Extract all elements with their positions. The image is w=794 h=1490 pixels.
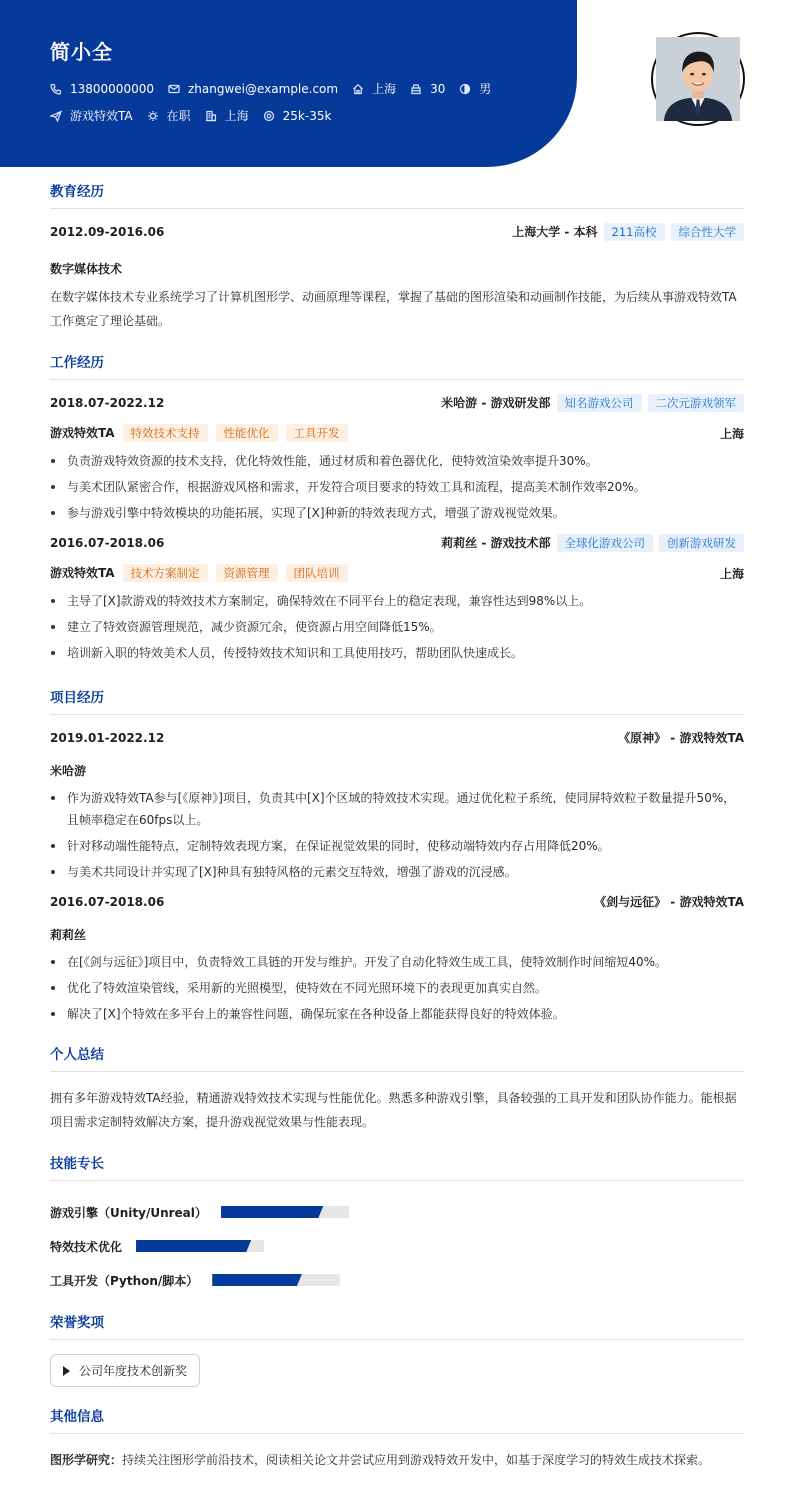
- skill-name: 工具开发（Python/脚本）: [50, 1273, 199, 1288]
- list-item: 针对移动端性能特点，定制特效表现方案，在保证视觉效果的同时，使移动端特效内存占用降低20%。: [50, 835, 744, 857]
- skills-section: [50, 1152, 744, 1297]
- email-info: [168, 82, 338, 96]
- city-info: [352, 80, 396, 97]
- skill-bar: [136, 1240, 264, 1252]
- role-tag: 团队培训: [286, 564, 348, 582]
- work-role: 游戏特效TA: [50, 566, 115, 580]
- phone-icon: [50, 83, 62, 95]
- project-bullets: [50, 951, 744, 1025]
- home-icon: [352, 83, 364, 95]
- cake-icon: [410, 83, 422, 95]
- company-tag: 创新游戏研发: [659, 534, 744, 552]
- section-title-projects: 项目经历: [50, 686, 744, 715]
- send-icon: [50, 110, 62, 122]
- contact-row: [50, 80, 505, 97]
- work-company: 米哈游 - 游戏研发部: [441, 396, 551, 410]
- expected-city-text: 上海: [224, 109, 249, 123]
- summary-text: 拥有多年游戏特效TA经验，精通游戏特效技术实现与性能优化。熟悉多种游戏引擎，具备较强的工具开发和团队协作能力。能根据项目需求定制特效解决方案，提升游戏视觉效果与性能表现。: [50, 1091, 737, 1129]
- phone-info: [50, 82, 154, 96]
- work-company: 莉莉丝 - 游戏技术部: [441, 536, 551, 550]
- age-info: [410, 82, 445, 96]
- gender-icon: [459, 83, 471, 95]
- skills-grid: [50, 1195, 744, 1297]
- section-title-awards: 荣誉奖项: [50, 1311, 744, 1340]
- work-entry: [50, 534, 744, 664]
- role-tag: 工具开发: [286, 424, 348, 442]
- list-item: 作为游戏特效TA参与[《原神》]项目，负责其中[X]个区域的特效技术实现。通过优化粒子系统，使同屏特效粒子数量提升50%，且帧率稳定在60fps以上。: [50, 787, 744, 831]
- position-info: [50, 107, 133, 124]
- section-title-skills: 技能专长: [50, 1152, 744, 1181]
- education-school-line: [512, 223, 744, 241]
- work-company-line: [441, 534, 744, 552]
- work-role-line: [50, 564, 744, 582]
- resume-body: [50, 180, 744, 1490]
- skill-bar: [212, 1274, 340, 1286]
- work-date: 2016.07-2018.06: [50, 536, 165, 550]
- project-company: 米哈游: [50, 764, 87, 778]
- list-item: 与美术团队紧密合作，根据游戏风格和需求，开发符合项目要求的特效工具和流程，提高美术制作效率20%。: [50, 476, 744, 498]
- role-tag: 资源管理: [216, 564, 278, 582]
- work-bullets: [50, 450, 744, 524]
- company-tag: 二次元游戏领军: [648, 394, 745, 412]
- skill-bar-fill: [212, 1274, 302, 1286]
- awards-section: [50, 1311, 744, 1387]
- skill-item: [50, 1195, 403, 1229]
- list-item: 建立了特效资源管理规范，减少资源冗余，使资源占用空间降低15%。: [50, 616, 744, 638]
- skill-name: 游戏引擎（Unity/Unreal）: [50, 1205, 207, 1220]
- coin-icon: [263, 110, 275, 122]
- skill-item: [50, 1263, 403, 1297]
- award-text: 公司年度技术创新奖: [79, 1364, 188, 1378]
- work-entry-header: [50, 394, 744, 412]
- position-text: 游戏特效TA: [70, 109, 133, 123]
- work-entry-header: [50, 534, 744, 552]
- project-date: 2019.01-2022.12: [50, 730, 165, 745]
- project-company: 莉莉丝: [50, 928, 87, 942]
- phone-text: 13800000000: [70, 81, 154, 96]
- education-description: 在数字媒体技术专业系统学习了计算机图形学、动画原理等课程，掌握了基础的图形渲染和动画制作技能，为后续从事游戏特效TA工作奠定了理论基础。: [50, 290, 737, 328]
- work-company-line: [441, 394, 744, 412]
- play-icon: [63, 1366, 70, 1376]
- status-gear-icon: [147, 110, 159, 122]
- education-school: 上海大学 - 本科: [512, 225, 598, 239]
- city-text: 上海: [372, 82, 397, 96]
- work-location: 上海: [719, 566, 744, 581]
- job-intent-row: [50, 107, 345, 124]
- project-entry: [50, 893, 744, 1025]
- avatar-photo: [656, 37, 740, 121]
- work-role: 游戏特效TA: [50, 426, 115, 440]
- project-date: 2016.07-2018.06: [50, 894, 165, 909]
- skill-bar-fill: [221, 1206, 323, 1218]
- section-title-summary: 个人总结: [50, 1043, 744, 1072]
- list-item: 在[《剑与远征》]项目中，负责特效工具链的开发与维护。开发了自动化特效生成工具，使特效制作时间缩短40%。: [50, 951, 744, 973]
- work-date: 2018.07-2022.12: [50, 396, 165, 410]
- other-label: 图形学研究：: [50, 1453, 123, 1467]
- skill-bar: [221, 1206, 349, 1218]
- project-entry-header: [50, 893, 744, 910]
- education-date: 2012.09-2016.06: [50, 225, 165, 239]
- education-major: 数字媒体技术: [50, 262, 123, 276]
- role-tag: 性能优化: [216, 424, 278, 442]
- age-text: 30: [430, 81, 446, 96]
- list-item: 优化了特效渲染管线，采用新的光照模型，使特效在不同光照环境下的表现更加真实自然。: [50, 977, 744, 999]
- education-section: [50, 180, 744, 333]
- award-item[interactable]: [50, 1354, 200, 1387]
- gender-info: [459, 80, 491, 97]
- project-entry: [50, 729, 744, 883]
- project-bullets: [50, 787, 744, 883]
- work-entry: [50, 394, 744, 524]
- education-entry-header: [50, 223, 744, 241]
- expected-city-info: [205, 107, 249, 124]
- building-icon: [205, 110, 217, 122]
- project-entry-header: [50, 729, 744, 746]
- summary-section: [50, 1043, 744, 1134]
- section-title-work: 工作经历: [50, 351, 744, 380]
- mail-icon: [168, 83, 180, 95]
- skill-item: [50, 1229, 403, 1263]
- role-tag: 特效技术支持: [123, 424, 208, 442]
- work-role-group: [50, 424, 348, 442]
- gender-text: 男: [479, 82, 492, 96]
- skill-name: 特效技术优化: [50, 1239, 123, 1254]
- avatar: [651, 32, 745, 126]
- work-location: 上海: [719, 426, 744, 441]
- section-title-education: 教育经历: [50, 180, 744, 209]
- work-section: [50, 351, 744, 664]
- portrait-icon: [656, 37, 740, 121]
- projects-section: [50, 686, 744, 1025]
- other-section: [50, 1405, 744, 1472]
- company-tag: 全球化游戏公司: [557, 534, 654, 552]
- salary-info: [263, 109, 332, 123]
- skill-bar-fill: [136, 1240, 251, 1252]
- section-title-other: 其他信息: [50, 1405, 744, 1434]
- status-text: 在职: [166, 109, 191, 123]
- work-bullets: [50, 590, 744, 664]
- project-title: 《剑与远征》 - 游戏特效TA: [594, 895, 744, 909]
- list-item: 解决了[X]个特效在多平台上的兼容性问题，确保玩家在各种设备上都能获得良好的特效体验。: [50, 1003, 744, 1025]
- email-text: zhangwei@example.com: [187, 81, 339, 96]
- other-info: [50, 1448, 744, 1472]
- list-item: 负责游戏特效资源的技术支持，优化特效性能，通过材质和着色器优化，使特效渲染效率提升30%。: [50, 450, 744, 472]
- list-item: 参与游戏引擎中特效模块的功能拓展，实现了[X]种新的特效表现方式，增强了游戏视觉效果。: [50, 502, 744, 524]
- education-tag: 综合性大学: [671, 223, 745, 241]
- status-info: [147, 107, 191, 124]
- list-item: 主导了[X]款游戏的特效技术方案制定，确保特效在不同平台上的稳定表现，兼容性达到98%以上。: [50, 590, 744, 612]
- salary-text: 25k-35k: [282, 108, 332, 123]
- work-role-line: [50, 424, 744, 442]
- role-tag: 技术方案制定: [123, 564, 208, 582]
- other-text: 持续关注图形学前沿技术，阅读相关论文并尝试应用到游戏特效开发中，如基于深度学习的特效生成技术探索。: [122, 1453, 711, 1467]
- list-item: 与美术共同设计并实现了[X]种具有独特风格的元素交互特效，增强了游戏的沉浸感。: [50, 861, 744, 883]
- company-tag: 知名游戏公司: [557, 394, 642, 412]
- list-item: 培训新入职的特效美术人员，传授特效技术知识和工具使用技巧，帮助团队快速成长。: [50, 642, 744, 664]
- work-role-group: [50, 564, 348, 582]
- education-tag: 211高校: [604, 223, 665, 241]
- candidate-name: 简小全: [50, 40, 113, 64]
- project-title: 《原神》 - 游戏特效TA: [618, 731, 744, 745]
